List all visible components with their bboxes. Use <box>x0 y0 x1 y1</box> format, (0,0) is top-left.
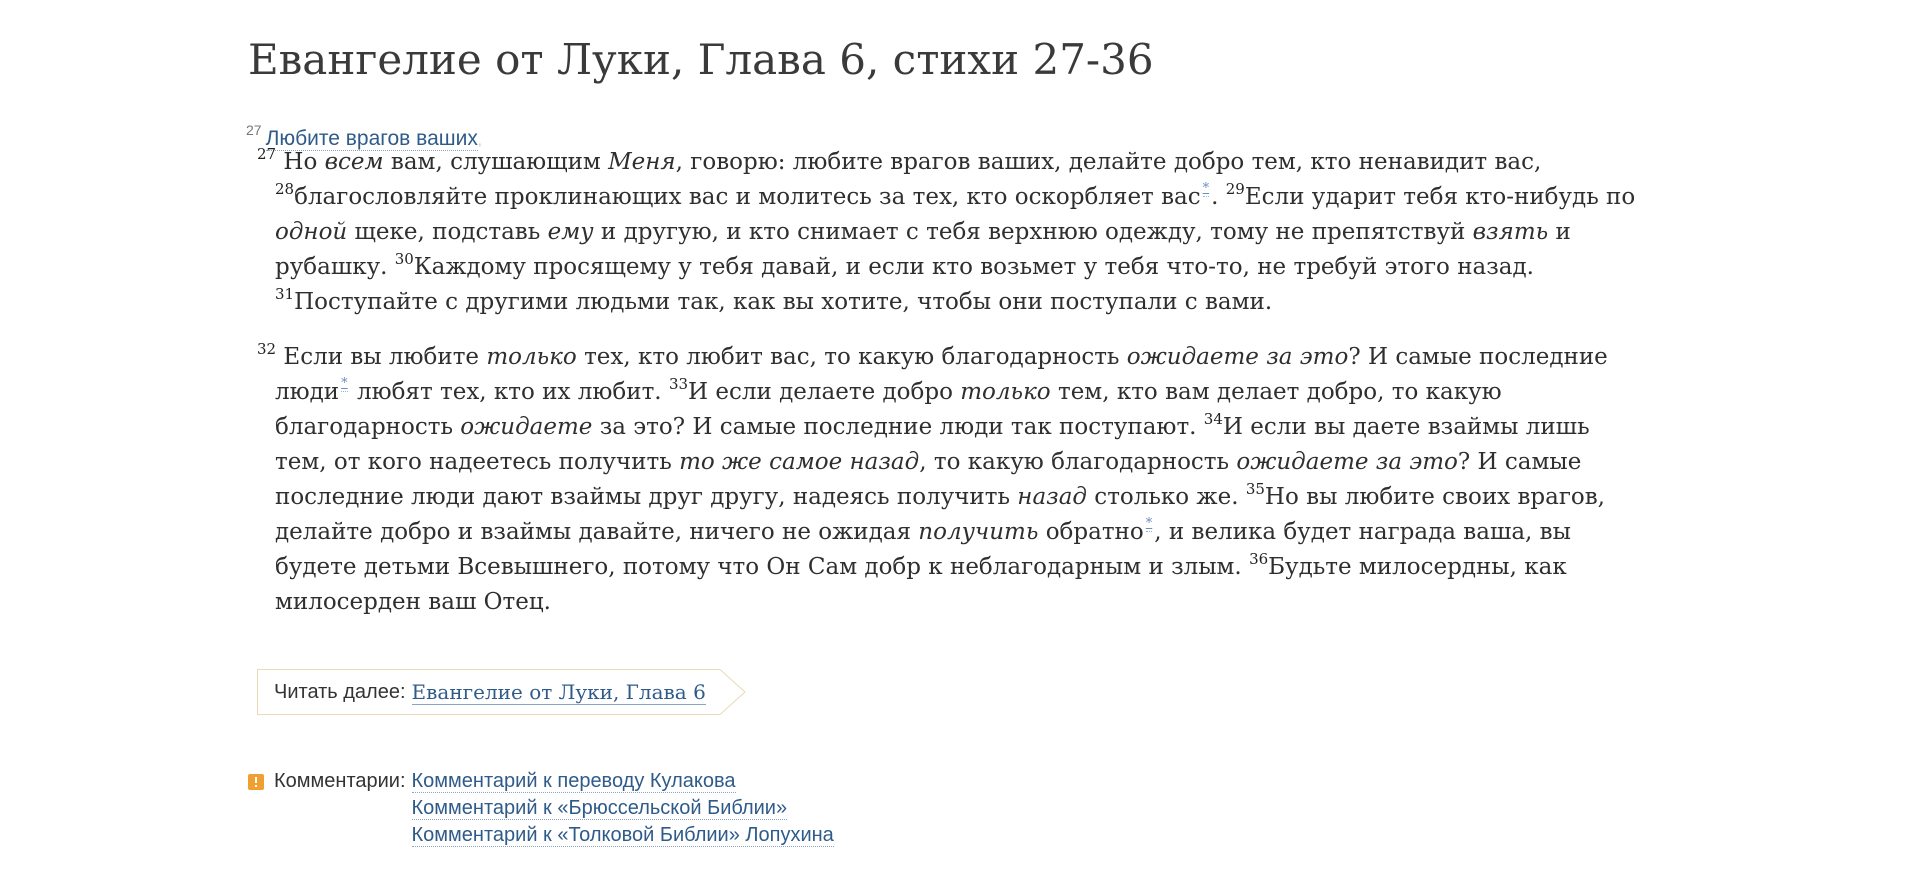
verse-number: 31 <box>275 285 295 303</box>
pericope-tail: , <box>477 132 482 148</box>
title-sep: , стихи <box>865 35 1020 84</box>
verse-text: И если делаете добро <box>688 379 961 405</box>
bible-paragraph-1 <box>257 145 1637 320</box>
verse-text: Но <box>283 149 325 175</box>
verse-text: щеке, подставь <box>347 219 548 245</box>
verse-number: 32 <box>257 340 277 358</box>
verse-text: Если ударит тебя кто-нибудь по <box>1244 184 1636 210</box>
footnote-link[interactable]: * <box>341 376 348 391</box>
list-item <box>412 768 834 795</box>
verse-italic: только <box>960 379 1051 405</box>
verse-italic: ожидаете за это <box>1126 344 1349 370</box>
verse-text: вам, слушающим <box>383 149 609 175</box>
comments-list <box>412 768 834 849</box>
verse-text: , говорю: любите врагов ваших, делайте добро тем, кто ненавидит вас, <box>675 149 1542 175</box>
verse-italic: ему <box>547 219 594 245</box>
verse-number: 28 <box>275 180 295 198</box>
comments-label: Комментарии: <box>274 770 406 792</box>
comment-link-lopukhin[interactable]: Комментарий к «Толковой Библии» Лопухина <box>411 824 834 846</box>
verse-italic: всем <box>324 149 384 175</box>
footnote-link[interactable]: * <box>1145 516 1153 531</box>
list-item <box>412 822 834 849</box>
verse-italic: получить <box>918 519 1039 545</box>
book-icon <box>248 773 264 791</box>
verse-text: ? И самые последние люди <box>275 344 1608 405</box>
verse-text: Каждому просящему у тебя давай, и если кто возьмет у тебя что-то, не требуй этого назад. <box>413 254 1534 280</box>
verse-text: Будьте милосердны, как милосерден ваш Отец. <box>275 554 1567 615</box>
title-chapter: 6 <box>839 35 866 84</box>
verse-text: столько же. <box>1087 484 1246 510</box>
list-item <box>412 795 834 822</box>
verse-text: обратно <box>1038 519 1144 545</box>
read-more-link[interactable]: Евангелие от Луки, Глава 6 <box>411 679 706 704</box>
verse-number: 29 <box>1225 180 1245 198</box>
verse-text: за это? И самые последние люди так поступают. <box>592 414 1204 440</box>
verse-italic: ожидаете <box>460 414 593 440</box>
verse-text: Но вы любите своих врагов, делайте добро и взаймы давайте, ничего не ожидая <box>275 484 1605 545</box>
verse-text: Поступайте с другими людьми так, как вы хотите, чтобы они поступали с вами. <box>294 289 1273 315</box>
page-title <box>248 32 1154 88</box>
verse-text: благословляйте проклинающих вас и молитесь за тех, кто оскорбляет вас <box>294 184 1201 210</box>
verse-text: И если вы даете взаймы лишь тем, от кого надеетесь получить <box>275 414 1590 475</box>
verse-text: и рубашку. <box>275 219 1571 280</box>
verse-italic: взять <box>1472 219 1549 245</box>
verse-text: , и велика будет награда ваша, вы будете детьми Всевышнего, потому что Он Сам добр к неблагодарным и злым. <box>275 519 1571 580</box>
verse-text: , то какую благодарность <box>919 449 1237 475</box>
verse-number: 27 <box>257 145 277 163</box>
verse-number: 36 <box>1249 550 1269 568</box>
read-more-banner <box>257 669 746 715</box>
comment-link-kulakov[interactable]: Комментарий к переводу Кулакова <box>411 770 736 792</box>
verse-text: . <box>1211 184 1226 210</box>
verse-text: тех, кто любит вас, то какую благодарность <box>576 344 1127 370</box>
comment-link-brussels[interactable]: Комментарий к «Брюссельской Библии» <box>411 797 788 819</box>
verse-number: 33 <box>668 375 689 393</box>
read-more-box <box>257 669 720 715</box>
footnote-link[interactable]: * <box>1202 181 1210 196</box>
verse-text: Если вы любите <box>283 344 487 370</box>
title-verses: 27-36 <box>1032 35 1154 84</box>
verse-italic: только <box>486 344 577 370</box>
title-book: Евангелие от Луки, Глава <box>248 35 826 84</box>
verse-number: 34 <box>1203 410 1223 428</box>
verse-number: 30 <box>394 250 414 268</box>
verse-italic: одной <box>275 219 348 245</box>
verse-text: любят тех, кто их любит. <box>349 379 669 405</box>
verse-text: и другую, и кто снимает с тебя верхнюю одежду, тому не препятствуй <box>593 219 1473 245</box>
verse-text: тем, кто вам делает добро, то какую благодарность <box>275 379 1502 440</box>
verse-number: 35 <box>1245 480 1265 498</box>
read-more-label: Читать далее: <box>274 680 406 703</box>
bible-paragraph-2 <box>257 340 1637 620</box>
verse-text: ? И самые последние люди дают взаймы друг другу, надеясь получить <box>275 449 1582 510</box>
arrow-tip-icon <box>720 669 746 715</box>
pericope-number: 27 <box>246 122 262 138</box>
comments-section <box>248 768 834 849</box>
pericope-link[interactable]: Любите врагов ваших <box>265 127 478 150</box>
verse-italic: Меня <box>608 149 676 175</box>
verse-italic: ожидаете за это <box>1236 449 1458 475</box>
verse-italic: то же самое назад <box>679 449 920 475</box>
verse-italic: назад <box>1017 484 1087 510</box>
